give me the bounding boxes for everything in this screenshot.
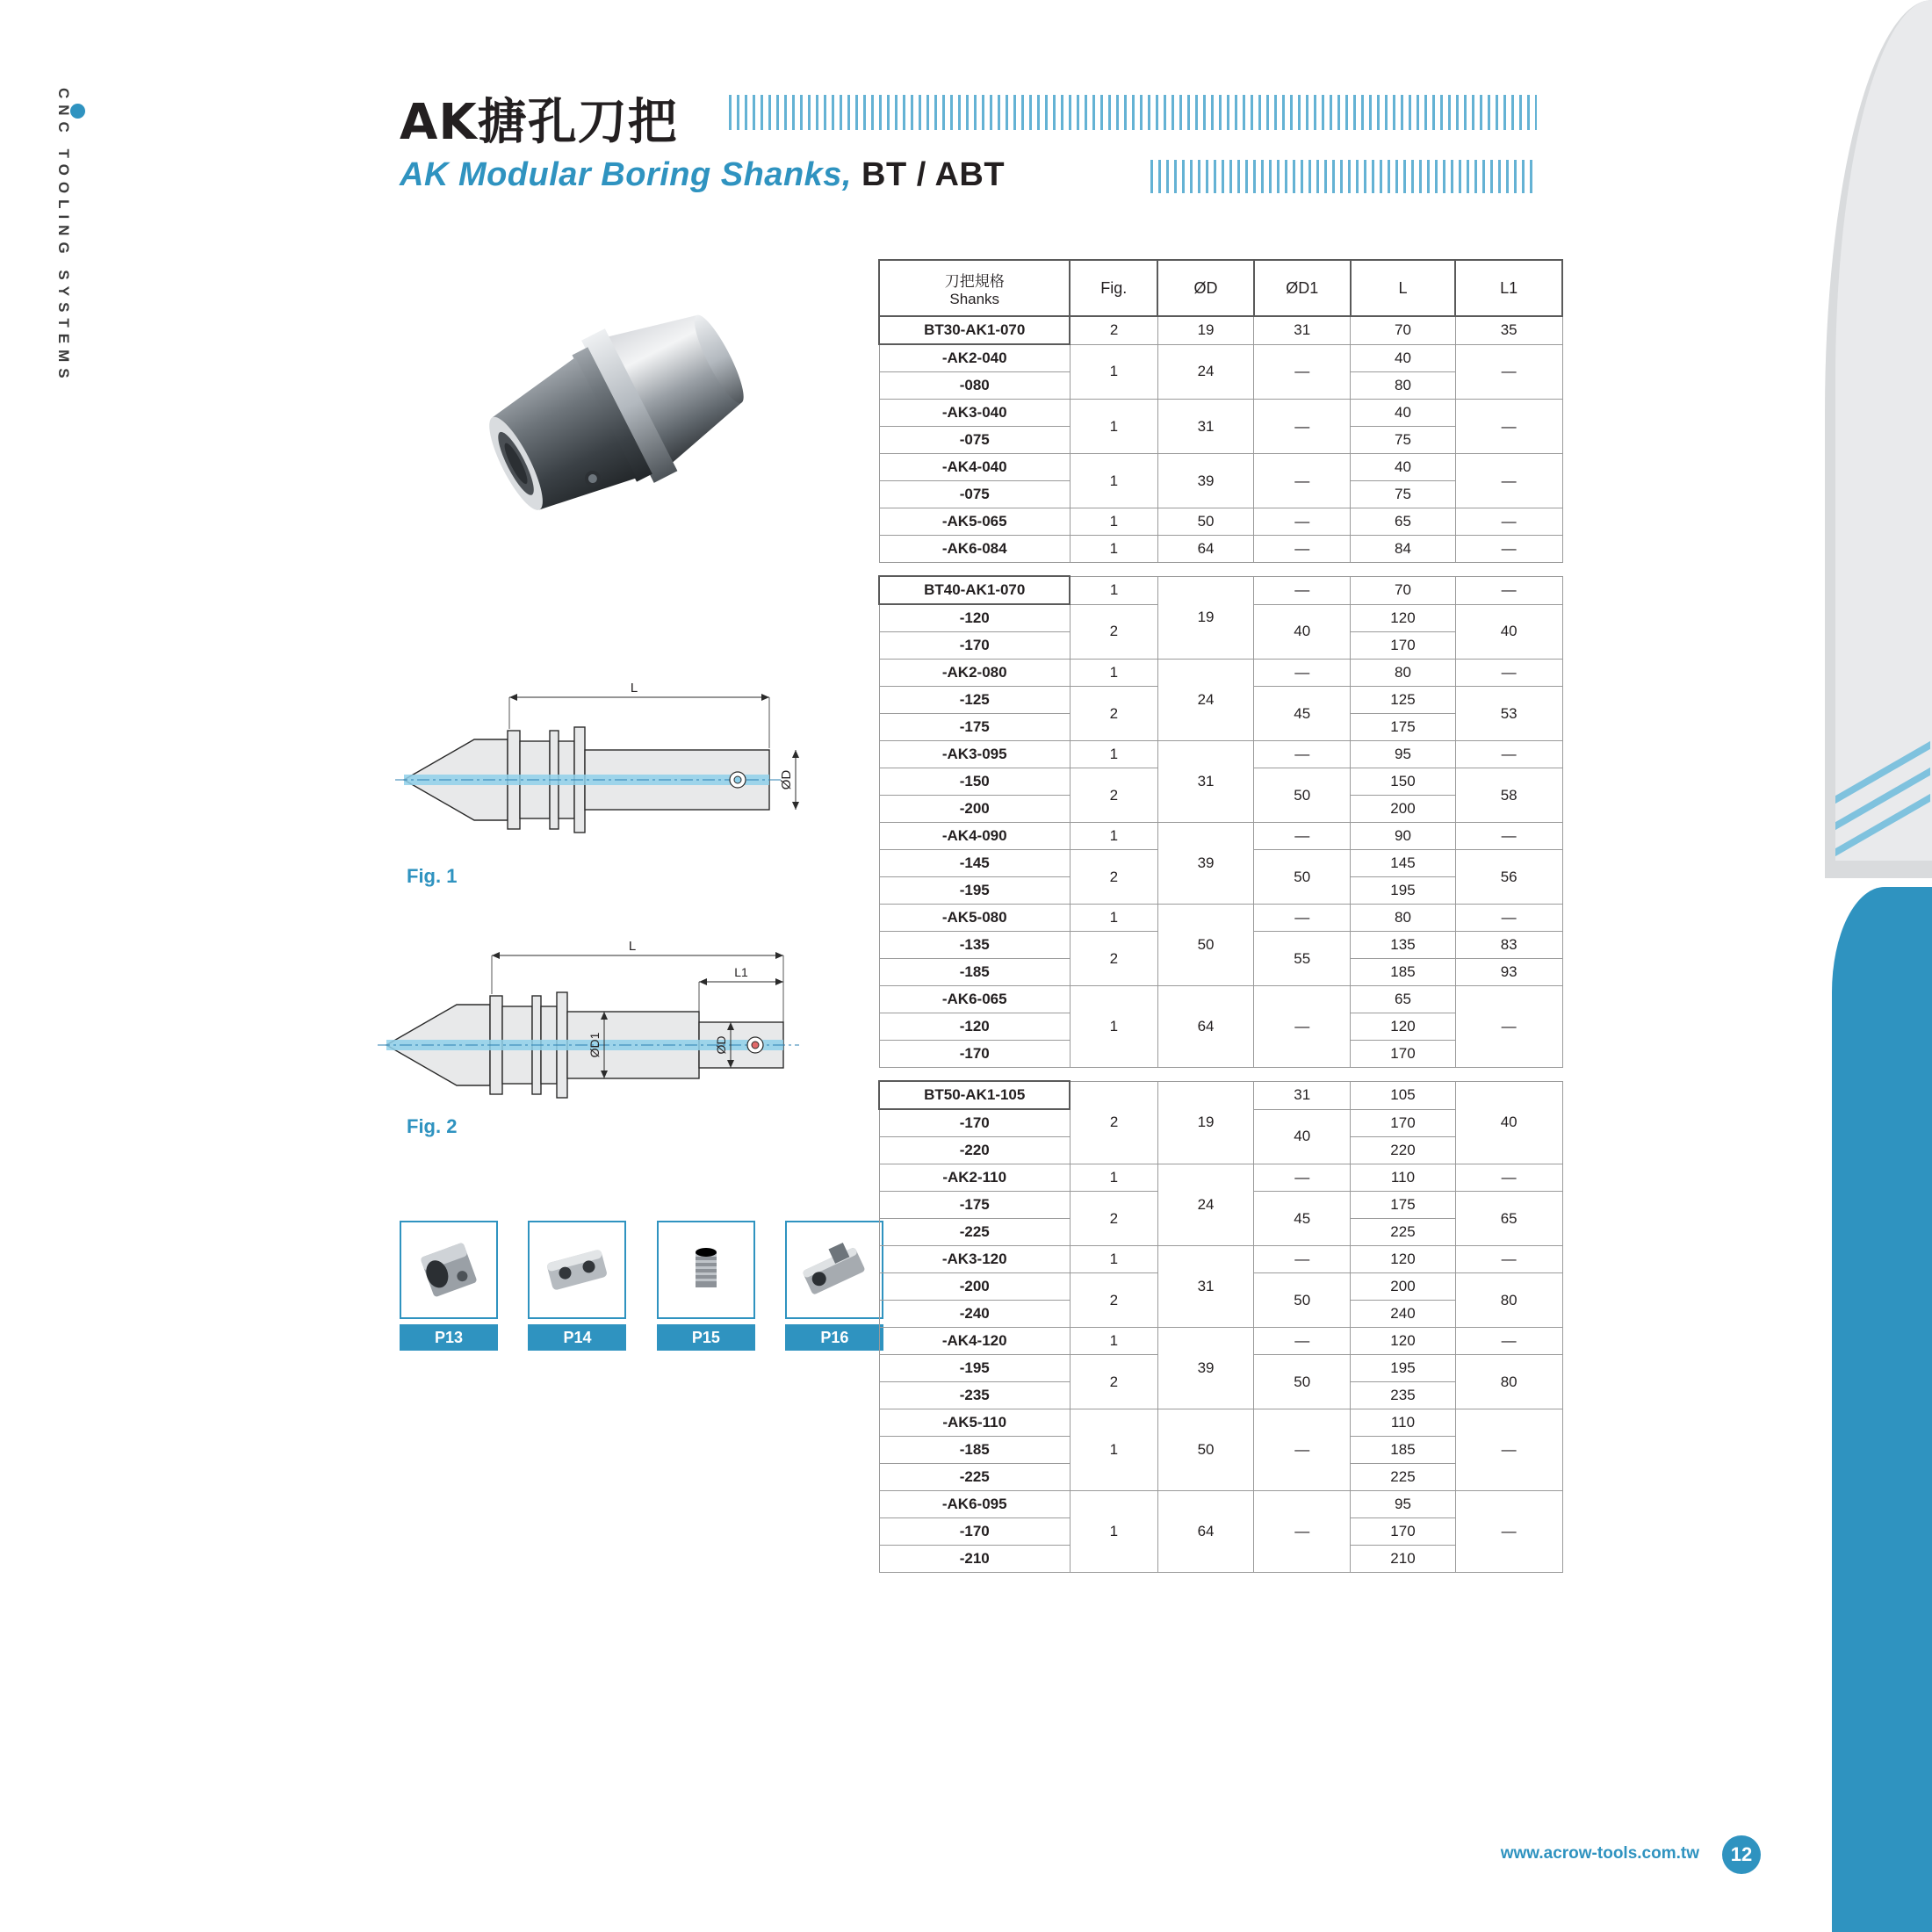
cell-l: 75 [1351, 427, 1456, 454]
table-row [879, 1164, 1562, 1192]
cell-fig: 2 [1070, 932, 1157, 986]
table-row [879, 986, 1562, 1013]
figure-1-label: Fig. 1 [407, 865, 458, 887]
cell-shank-name: -170 [879, 1041, 1070, 1068]
cell-shank-name: -225 [879, 1464, 1070, 1491]
page-title-en [400, 156, 1005, 194]
cell-l: 40 [1351, 344, 1456, 372]
table-body [879, 316, 1562, 1573]
cell-shank-name: -AK6-065 [879, 986, 1070, 1013]
cell-od: 19 [1157, 1081, 1254, 1164]
table-group-gap-cell [879, 1068, 1562, 1082]
table-row [879, 823, 1562, 850]
cell-l1: 65 [1455, 1192, 1562, 1246]
cell-od: 64 [1157, 1491, 1254, 1573]
cell-shank-name: -200 [879, 796, 1070, 823]
cell-l: 175 [1351, 714, 1456, 741]
cell-l1: — [1455, 344, 1562, 400]
cell-l: 110 [1351, 1164, 1456, 1192]
cell-l1: — [1455, 1328, 1562, 1355]
header-od1: ØD1 [1254, 260, 1351, 316]
cell-fig: 1 [1070, 1164, 1157, 1192]
cell-l: 125 [1351, 687, 1456, 714]
cell-od1: 45 [1254, 687, 1351, 741]
cell-od: 50 [1157, 508, 1254, 536]
cell-l1: — [1455, 454, 1562, 508]
cell-od1: — [1254, 576, 1351, 604]
accessory-label-p16: P16 [785, 1324, 883, 1351]
cell-l: 80 [1351, 905, 1456, 932]
cell-shank-name: -125 [879, 687, 1070, 714]
cell-shank-name: -170 [879, 1518, 1070, 1546]
cell-od1: — [1254, 1246, 1351, 1273]
cell-od1: 50 [1254, 1355, 1351, 1409]
table-row [879, 344, 1562, 372]
cell-shank-name: -AK4-120 [879, 1328, 1070, 1355]
cell-fig: 1 [1070, 536, 1157, 563]
header-shanks-en: Shanks [949, 290, 1000, 307]
cell-fig: 2 [1070, 768, 1157, 823]
cell-l1: — [1455, 905, 1562, 932]
cell-shank-name: -AK6-084 [879, 536, 1070, 563]
cell-shank-name: -AK5-110 [879, 1409, 1070, 1437]
header-l: L [1351, 260, 1456, 316]
cell-od1: 31 [1254, 1081, 1351, 1109]
cell-l1: — [1455, 576, 1562, 604]
cell-shank-name: -AK3-095 [879, 741, 1070, 768]
cell-fig: 2 [1070, 1355, 1157, 1409]
cell-l: 195 [1351, 1355, 1456, 1382]
cell-shank-name: -185 [879, 959, 1070, 986]
cell-shank-name: BT30-AK1-070 [879, 316, 1070, 344]
cell-fig: 2 [1070, 1081, 1157, 1164]
table-row [879, 316, 1562, 344]
table-row [879, 1246, 1562, 1273]
cell-fig: 1 [1070, 344, 1157, 400]
cell-od1: 40 [1254, 1109, 1351, 1164]
cell-l1: 80 [1455, 1273, 1562, 1328]
table-row [879, 400, 1562, 427]
cell-l1: — [1455, 660, 1562, 687]
cell-l: 240 [1351, 1301, 1456, 1328]
cell-l: 120 [1351, 1328, 1456, 1355]
cell-l: 170 [1351, 632, 1456, 660]
cell-shank-name: -175 [879, 714, 1070, 741]
cell-od: 31 [1157, 1246, 1254, 1328]
cell-od: 31 [1157, 741, 1254, 823]
cell-fig: 2 [1070, 850, 1157, 905]
cell-od1: 31 [1254, 316, 1351, 344]
page-title-en-blue: AK Modular Boring Shanks, [400, 156, 852, 193]
page-title-zh: AK搪孔刀把 [400, 94, 678, 151]
cell-od1: 50 [1254, 1273, 1351, 1328]
cell-l1: — [1455, 823, 1562, 850]
cell-l: 120 [1351, 1013, 1456, 1041]
cell-od: 24 [1157, 344, 1254, 400]
cell-shank-name: -195 [879, 1355, 1070, 1382]
cell-od1: — [1254, 823, 1351, 850]
cell-l1: — [1455, 1164, 1562, 1192]
cell-l: 65 [1351, 508, 1456, 536]
cell-shank-name: -AK4-040 [879, 454, 1070, 481]
cell-shank-name: -AK5-080 [879, 905, 1070, 932]
cell-od1: 55 [1254, 932, 1351, 986]
cell-od1: — [1254, 536, 1351, 563]
cell-shank-name: -080 [879, 372, 1070, 400]
table-row [879, 905, 1562, 932]
cell-l: 70 [1351, 316, 1456, 344]
cell-shank-name: -135 [879, 932, 1070, 959]
cell-shank-name: -AK2-110 [879, 1164, 1070, 1192]
cell-fig: 1 [1070, 1246, 1157, 1273]
cell-l: 170 [1351, 1041, 1456, 1068]
table-group-gap [879, 1068, 1562, 1082]
cell-fig: 2 [1070, 1273, 1157, 1328]
cell-od1: — [1254, 1328, 1351, 1355]
cell-fig: 1 [1070, 1491, 1157, 1573]
cell-shank-name: -AK2-080 [879, 660, 1070, 687]
cell-l: 75 [1351, 481, 1456, 508]
cell-od1: — [1254, 1164, 1351, 1192]
cell-shank-name: -AK3-120 [879, 1246, 1070, 1273]
accessory-photo-p15 [657, 1221, 755, 1319]
cell-shank-name: -AK4-090 [879, 823, 1070, 850]
table-group-gap-cell [879, 563, 1562, 577]
cell-od1: — [1254, 660, 1351, 687]
cell-l1: — [1455, 1491, 1562, 1573]
table-row [879, 576, 1562, 604]
svg-text:L: L [628, 939, 637, 954]
cell-od: 19 [1157, 316, 1254, 344]
cell-od1: 50 [1254, 768, 1351, 823]
cell-shank-name: -195 [879, 877, 1070, 905]
cell-shank-name: -075 [879, 481, 1070, 508]
cell-od1: — [1254, 1409, 1351, 1491]
specification-table-wrapper [878, 259, 1563, 1573]
cell-od1: 50 [1254, 850, 1351, 905]
cell-l: 80 [1351, 660, 1456, 687]
cell-fig: 1 [1070, 660, 1157, 687]
cell-l: 90 [1351, 823, 1456, 850]
cell-fig: 1 [1070, 576, 1157, 604]
cell-shank-name: -200 [879, 1273, 1070, 1301]
cell-shank-name: -175 [879, 1192, 1070, 1219]
table-row [879, 1491, 1562, 1518]
cell-fig: 1 [1070, 741, 1157, 768]
cell-od: 39 [1157, 454, 1254, 508]
cell-l: 225 [1351, 1464, 1456, 1491]
cell-l: 195 [1351, 877, 1456, 905]
cell-shank-name: -AK6-095 [879, 1491, 1070, 1518]
cell-fig: 1 [1070, 1409, 1157, 1491]
accessory-photo-p13 [400, 1221, 498, 1319]
svg-text:ØD1: ØD1 [588, 1032, 602, 1058]
header-shanks [879, 260, 1070, 316]
cell-od1: — [1254, 344, 1351, 400]
cell-l: 120 [1351, 1246, 1456, 1273]
cell-l: 105 [1351, 1081, 1456, 1109]
cell-shank-name: -AK2-040 [879, 344, 1070, 372]
cell-l: 80 [1351, 372, 1456, 400]
table-header [879, 260, 1562, 316]
cell-fig: 1 [1070, 400, 1157, 454]
cell-l1: — [1455, 536, 1562, 563]
header-od: ØD [1157, 260, 1254, 316]
side-band-grey-inner [1835, 0, 1932, 861]
cell-l1: 80 [1455, 1355, 1562, 1409]
cell-l: 210 [1351, 1546, 1456, 1573]
cell-fig: 1 [1070, 905, 1157, 932]
cell-shank-name: -210 [879, 1546, 1070, 1573]
cell-l: 120 [1351, 604, 1456, 632]
cell-shank-name: -240 [879, 1301, 1070, 1328]
svg-text:L1: L1 [734, 965, 748, 979]
product-photo [435, 259, 804, 628]
figure-1-drawing [386, 676, 887, 878]
cell-od: 50 [1157, 1409, 1254, 1491]
table-row [879, 741, 1562, 768]
cell-shank-name: -120 [879, 1013, 1070, 1041]
cell-l: 150 [1351, 768, 1456, 796]
cell-l: 65 [1351, 986, 1456, 1013]
cell-l: 110 [1351, 1409, 1456, 1437]
accessory-chip-p14[interactable] [528, 1221, 639, 1351]
cell-l: 84 [1351, 536, 1456, 563]
cell-od: 39 [1157, 823, 1254, 905]
cell-l: 135 [1351, 932, 1456, 959]
cell-l1: — [1455, 1409, 1562, 1491]
cell-l: 95 [1351, 741, 1456, 768]
cell-shank-name: -120 [879, 604, 1070, 632]
table-row [879, 660, 1562, 687]
side-band [1800, 0, 1932, 1932]
header-shanks-zh: 刀把規格 [944, 272, 1005, 291]
cell-l: 185 [1351, 959, 1456, 986]
svg-text:L: L [630, 681, 638, 696]
page-number: 12 [1722, 1835, 1761, 1874]
table-row [879, 1081, 1562, 1109]
cell-shank-name: -225 [879, 1219, 1070, 1246]
cell-od: 19 [1157, 576, 1254, 660]
cell-l1: 53 [1455, 687, 1562, 741]
cell-od: 24 [1157, 1164, 1254, 1246]
cell-l1: 40 [1455, 604, 1562, 660]
cell-shank-name: -145 [879, 850, 1070, 877]
cell-shank-name: -235 [879, 1382, 1070, 1409]
accessory-photo-p14 [528, 1221, 626, 1319]
cell-od: 39 [1157, 1328, 1254, 1409]
cell-l1: 93 [1455, 959, 1562, 986]
cell-fig: 2 [1070, 1192, 1157, 1246]
cell-shank-name: -AK3-040 [879, 400, 1070, 427]
cell-shank-name: BT40-AK1-070 [879, 576, 1070, 604]
cell-l1: 83 [1455, 932, 1562, 959]
cell-l: 200 [1351, 1273, 1456, 1301]
cell-od1: — [1254, 454, 1351, 508]
cell-od1: — [1254, 1491, 1351, 1573]
cell-l: 40 [1351, 454, 1456, 481]
cell-shank-name: BT50-AK1-105 [879, 1081, 1070, 1109]
cell-fig: 1 [1070, 508, 1157, 536]
cell-l: 175 [1351, 1192, 1456, 1219]
accessory-label-p13: P13 [400, 1324, 498, 1351]
cell-od: 31 [1157, 400, 1254, 454]
accessory-photo-p16 [785, 1221, 883, 1319]
accessory-chip-p13[interactable] [400, 1221, 511, 1351]
table-row [879, 454, 1562, 481]
cell-shank-name: -220 [879, 1137, 1070, 1164]
cell-shank-name: -AK5-065 [879, 508, 1070, 536]
cell-od: 64 [1157, 536, 1254, 563]
cell-l1: — [1455, 508, 1562, 536]
cell-l1: — [1455, 1246, 1562, 1273]
accessory-chip-list [400, 1221, 910, 1351]
cell-l: 220 [1351, 1137, 1456, 1164]
cell-od: 24 [1157, 660, 1254, 741]
cell-od: 50 [1157, 905, 1254, 986]
cell-l1: 40 [1455, 1081, 1562, 1164]
page-title-en-black: BT / ABT [861, 156, 1006, 193]
cell-l: 40 [1351, 400, 1456, 427]
cell-l: 70 [1351, 576, 1456, 604]
cell-fig: 1 [1070, 454, 1157, 508]
cell-fig: 1 [1070, 1328, 1157, 1355]
cell-l: 225 [1351, 1219, 1456, 1246]
cell-fig: 1 [1070, 986, 1157, 1068]
table-row [879, 1328, 1562, 1355]
cell-od1: — [1254, 400, 1351, 454]
cell-od1: — [1254, 508, 1351, 536]
cell-l: 200 [1351, 796, 1456, 823]
specification-table [878, 259, 1563, 1573]
cell-fig: 1 [1070, 823, 1157, 850]
header-l1: L1 [1455, 260, 1562, 316]
cell-l1: — [1455, 741, 1562, 768]
cell-l: 235 [1351, 1382, 1456, 1409]
cell-shank-name: -150 [879, 768, 1070, 796]
cell-od1: — [1254, 986, 1351, 1068]
cell-l: 95 [1351, 1491, 1456, 1518]
table-group-gap [879, 563, 1562, 577]
accessory-label-p14: P14 [528, 1324, 626, 1351]
cell-od1: — [1254, 741, 1351, 768]
cell-od1: 45 [1254, 1192, 1351, 1246]
footer-url[interactable]: www.acrow-tools.com.tw [1500, 1844, 1699, 1863]
cell-od1: — [1254, 905, 1351, 932]
cell-l: 170 [1351, 1109, 1456, 1137]
table-row [879, 536, 1562, 563]
accessory-label-p15: P15 [657, 1324, 755, 1351]
side-band-vertical-label: CNC TOOLING SYSTEMS [55, 88, 72, 385]
cell-shank-name: -170 [879, 632, 1070, 660]
title-hatch-bottom [1150, 160, 1537, 193]
cell-l: 170 [1351, 1518, 1456, 1546]
cell-l1: 56 [1455, 850, 1562, 905]
table-row [879, 1409, 1562, 1437]
svg-text:ØD: ØD [714, 1035, 728, 1055]
cell-l1: — [1455, 400, 1562, 454]
cell-l: 185 [1351, 1437, 1456, 1464]
cell-od1: 40 [1254, 604, 1351, 660]
cell-fig: 2 [1070, 604, 1157, 660]
figure-2-label: Fig. 2 [407, 1115, 458, 1137]
cell-l1: — [1455, 986, 1562, 1068]
table-row [879, 508, 1562, 536]
cell-shank-name: -170 [879, 1109, 1070, 1137]
title-hatch-top [729, 95, 1537, 130]
accessory-chip-p15[interactable] [657, 1221, 768, 1351]
cell-shank-name: -075 [879, 427, 1070, 454]
header-fig: Fig. [1070, 260, 1157, 316]
cell-fig: 2 [1070, 316, 1157, 344]
side-band-dot-icon [70, 104, 85, 119]
svg-text:ØD: ØD [779, 769, 794, 790]
cell-l: 145 [1351, 850, 1456, 877]
cell-l1: 35 [1455, 316, 1562, 344]
cell-od: 64 [1157, 986, 1254, 1068]
cell-fig: 2 [1070, 687, 1157, 741]
side-band-blue-block [1832, 887, 1932, 1932]
cell-l1: 58 [1455, 768, 1562, 823]
cell-shank-name: -185 [879, 1437, 1070, 1464]
